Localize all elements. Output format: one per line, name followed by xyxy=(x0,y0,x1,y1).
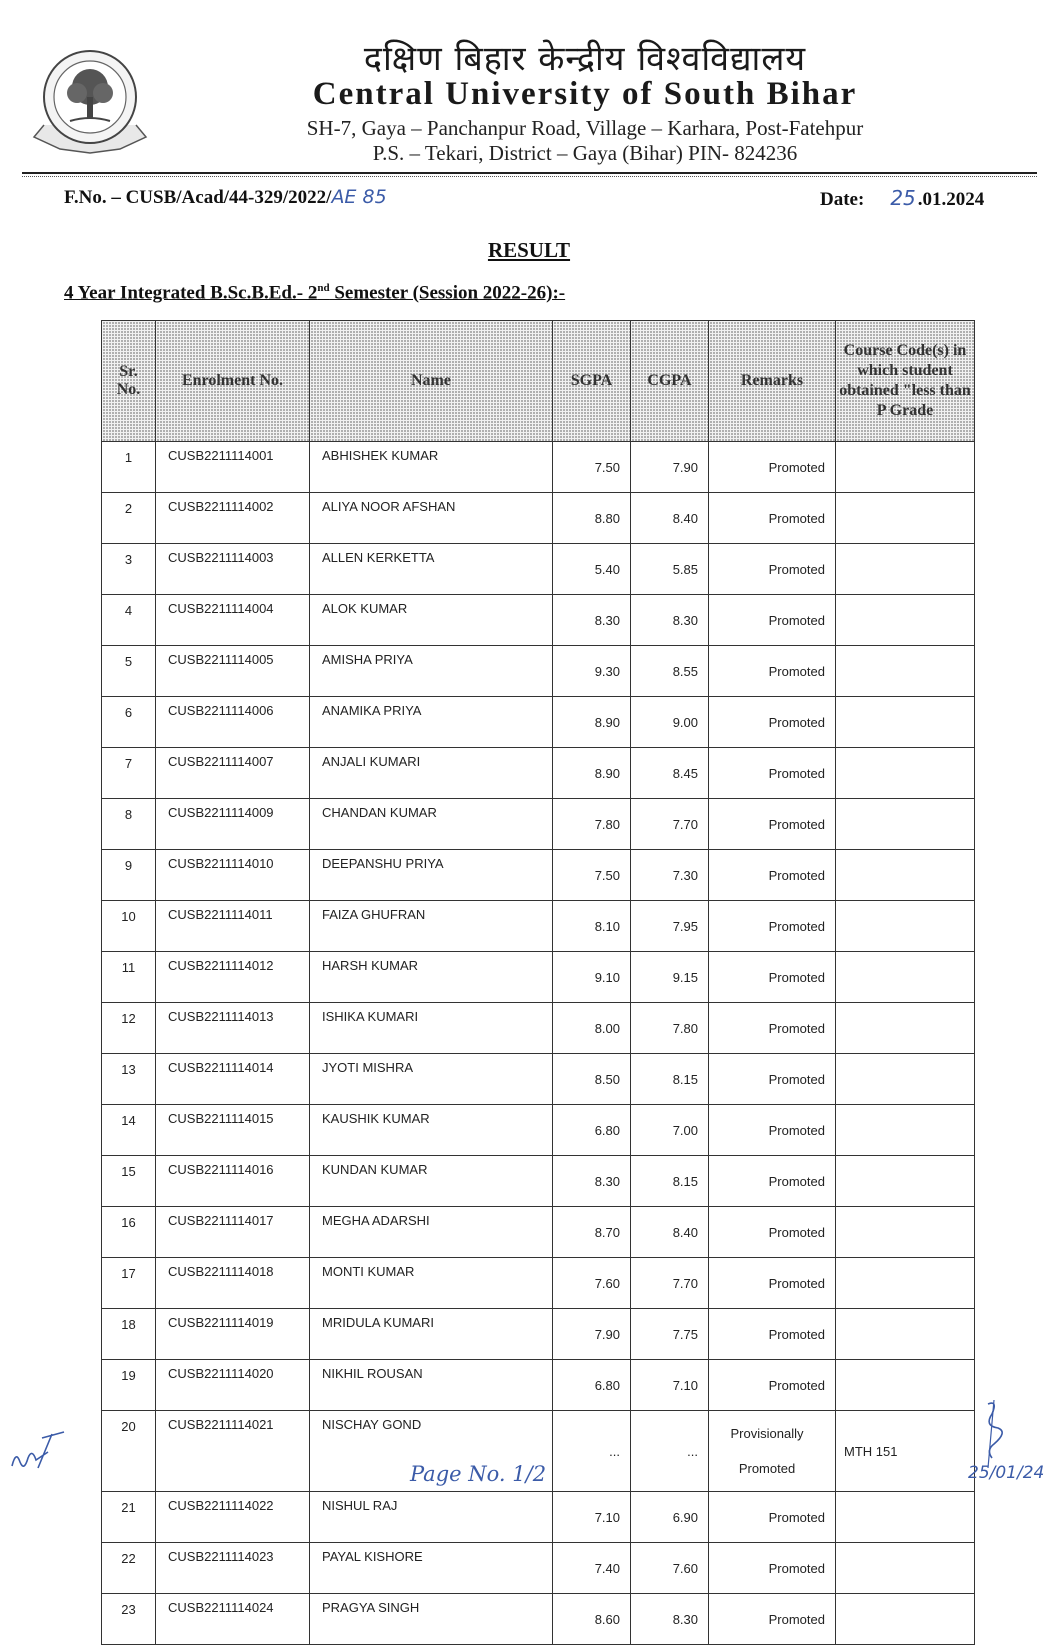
table-row xyxy=(102,1594,975,1645)
cell-enrolment-no: CUSB2211114013 xyxy=(156,1003,310,1054)
cell-remarks: Promoted xyxy=(709,493,836,544)
cell-sr-no: 12 xyxy=(102,1003,156,1054)
header-no-label: No. xyxy=(116,381,141,398)
cell-course-codes xyxy=(836,1360,975,1411)
cell-remarks: Promoted xyxy=(709,544,836,595)
cell-remarks: Promoted xyxy=(709,1543,836,1594)
cell-remarks: Promoted xyxy=(709,1003,836,1054)
cell-enrolment-no: CUSB2211114023 xyxy=(156,1543,310,1594)
cell-cgpa: 8.45 xyxy=(631,748,709,799)
table-row xyxy=(102,1156,975,1207)
cell-remarks: Promoted xyxy=(709,646,836,697)
cell-course-codes xyxy=(836,1105,975,1156)
cell-remarks: Promoted xyxy=(709,850,836,901)
cell-cgpa: 8.40 xyxy=(631,1207,709,1258)
cell-remarks: Promoted xyxy=(709,442,836,493)
cell-sgpa: 6.80 xyxy=(553,1105,631,1156)
cell-sgpa: 7.80 xyxy=(553,799,631,850)
cell-course-codes xyxy=(836,952,975,1003)
cell-remarks: Promoted xyxy=(709,799,836,850)
cell-course-codes xyxy=(836,493,975,544)
cell-name: PAYAL KISHORE xyxy=(310,1543,553,1594)
cell-sgpa: 7.50 xyxy=(553,850,631,901)
cell-enrolment-no: CUSB2211114022 xyxy=(156,1492,310,1543)
cell-course-codes xyxy=(836,748,975,799)
cell-enrolment-no: CUSB2211114020 xyxy=(156,1360,310,1411)
university-logo xyxy=(30,45,150,155)
cell-course-codes xyxy=(836,901,975,952)
cell-sgpa: 8.90 xyxy=(553,697,631,748)
cell-cgpa: 7.90 xyxy=(631,442,709,493)
table-row xyxy=(102,442,975,493)
cell-sgpa: 8.10 xyxy=(553,901,631,952)
file-number-prefix: F.No. – CUSB/Acad/44-329/2022/ xyxy=(64,187,332,208)
header-sgpa: SGPA xyxy=(553,321,631,442)
table-row xyxy=(102,595,975,646)
cell-sgpa: 8.70 xyxy=(553,1207,631,1258)
cell-cgpa: 7.30 xyxy=(631,850,709,901)
cell-remarks: Promoted xyxy=(709,901,836,952)
cell-sgpa: 6.80 xyxy=(553,1360,631,1411)
cell-remarks: Promoted xyxy=(709,1309,836,1360)
cell-course-codes xyxy=(836,442,975,493)
cell-name: ALLEN KERKETTA xyxy=(310,544,553,595)
cell-sgpa: 7.40 xyxy=(553,1543,631,1594)
cell-name: MONTI KUMAR xyxy=(310,1258,553,1309)
table-row xyxy=(102,544,975,595)
cell-sr-no: 17 xyxy=(102,1258,156,1309)
cell-remarks: Promoted xyxy=(709,595,836,646)
table-row xyxy=(102,1054,975,1105)
header-sr-no xyxy=(102,321,156,442)
table-row xyxy=(102,697,975,748)
table-header-row xyxy=(102,321,975,442)
cell-enrolment-no: CUSB2211114012 xyxy=(156,952,310,1003)
table-row xyxy=(102,850,975,901)
cell-sgpa: 9.30 xyxy=(553,646,631,697)
cell-cgpa: 7.00 xyxy=(631,1105,709,1156)
cell-enrolment-no: CUSB2211114001 xyxy=(156,442,310,493)
course-prefix: 4 Year Integrated B.Sc.B.Ed.- 2 xyxy=(64,282,318,304)
cell-enrolment-no: CUSB2211114003 xyxy=(156,544,310,595)
header-name: Name xyxy=(310,321,553,442)
cell-course-codes xyxy=(836,1003,975,1054)
course-title xyxy=(64,282,565,304)
cell-sr-no: 6 xyxy=(102,697,156,748)
cell-course-codes xyxy=(836,697,975,748)
cell-course-codes xyxy=(836,799,975,850)
header-rule-dotted xyxy=(22,176,1037,177)
cell-cgpa: 8.30 xyxy=(631,1594,709,1645)
table-row xyxy=(102,1543,975,1594)
cell-name: HARSH KUMAR xyxy=(310,952,553,1003)
cell-name: PRAGYA SINGH xyxy=(310,1594,553,1645)
cell-sgpa: 8.50 xyxy=(553,1054,631,1105)
cell-course-codes xyxy=(836,1054,975,1105)
cell-name: KUNDAN KUMAR xyxy=(310,1156,553,1207)
cell-sgpa: 7.90 xyxy=(553,1309,631,1360)
table-row xyxy=(102,748,975,799)
cell-enrolment-no: CUSB2211114016 xyxy=(156,1156,310,1207)
cell-sgpa: 9.10 xyxy=(553,952,631,1003)
cell-enrolment-no: CUSB2211114002 xyxy=(156,493,310,544)
cell-cgpa: 7.70 xyxy=(631,1258,709,1309)
cell-enrolment-no: CUSB2211114021 xyxy=(156,1411,310,1492)
cell-enrolment-no: CUSB2211114011 xyxy=(156,901,310,952)
cell-remarks: Promoted xyxy=(709,1156,836,1207)
cell-remarks: Promoted xyxy=(709,1105,836,1156)
table-row xyxy=(102,1105,975,1156)
cell-name: NISHUL RAJ xyxy=(310,1492,553,1543)
cell-sgpa: 8.30 xyxy=(553,1156,631,1207)
cell-name: ALOK KUMAR xyxy=(310,595,553,646)
header-sr-label: Sr. xyxy=(119,363,138,380)
cell-sgpa: ... xyxy=(553,1411,631,1492)
cell-cgpa: 8.15 xyxy=(631,1156,709,1207)
header-cgpa: CGPA xyxy=(631,321,709,442)
cell-sgpa: 7.50 xyxy=(553,442,631,493)
page-title: RESULT xyxy=(487,238,571,262)
cell-course-codes xyxy=(836,1207,975,1258)
cell-cgpa: 7.80 xyxy=(631,1003,709,1054)
cell-sr-no: 8 xyxy=(102,799,156,850)
cell-sr-no: 7 xyxy=(102,748,156,799)
table-row xyxy=(102,901,975,952)
cell-course-codes xyxy=(836,1156,975,1207)
cell-course-codes: MTH 151 xyxy=(836,1411,975,1492)
cell-sr-no: 19 xyxy=(102,1360,156,1411)
result-table xyxy=(101,320,975,1645)
date-day-handwritten: 25 xyxy=(890,186,916,210)
cell-sgpa: 8.30 xyxy=(553,595,631,646)
cell-remarks xyxy=(709,1411,836,1492)
cell-remarks: Promoted xyxy=(709,1594,836,1645)
cell-enrolment-no: CUSB2211114015 xyxy=(156,1105,310,1156)
cell-enrolment-no: CUSB2211114018 xyxy=(156,1258,310,1309)
cell-enrolment-no: CUSB2211114004 xyxy=(156,595,310,646)
cell-cgpa: 7.75 xyxy=(631,1309,709,1360)
cell-enrolment-no: CUSB2211114007 xyxy=(156,748,310,799)
table-row xyxy=(102,799,975,850)
cell-sr-no: 16 xyxy=(102,1207,156,1258)
cell-enrolment-no: CUSB2211114017 xyxy=(156,1207,310,1258)
cell-enrolment-no: CUSB2211114010 xyxy=(156,850,310,901)
header-rule xyxy=(22,172,1037,174)
remarks-line-1: Provisionally xyxy=(730,1426,804,1441)
cell-cgpa: 7.70 xyxy=(631,799,709,850)
cell-sgpa: 5.40 xyxy=(553,544,631,595)
cell-name: NIKHIL ROUSAN xyxy=(310,1360,553,1411)
cell-name: NISCHAY GOND xyxy=(310,1411,553,1492)
header-course-codes: Course Code(s) in which student obtained "less than P Grade xyxy=(836,321,975,442)
cell-name: MRIDULA KUMARI xyxy=(310,1309,553,1360)
cell-cgpa: 8.55 xyxy=(631,646,709,697)
cell-cgpa: 8.15 xyxy=(631,1054,709,1105)
table-row xyxy=(102,646,975,697)
cell-remarks: Promoted xyxy=(709,748,836,799)
cell-sr-no: 21 xyxy=(102,1492,156,1543)
cell-sr-no: 5 xyxy=(102,646,156,697)
cell-enrolment-no: CUSB2211114019 xyxy=(156,1309,310,1360)
cell-course-codes xyxy=(836,1543,975,1594)
cell-sr-no: 4 xyxy=(102,595,156,646)
cell-course-codes xyxy=(836,595,975,646)
table-row xyxy=(102,1003,975,1054)
cell-sr-no: 1 xyxy=(102,442,156,493)
cell-enrolment-no: CUSB2211114009 xyxy=(156,799,310,850)
cell-name: ALIYA NOOR AFSHAN xyxy=(310,493,553,544)
cell-sr-no: 18 xyxy=(102,1309,156,1360)
cell-course-codes xyxy=(836,646,975,697)
cell-remarks: Promoted xyxy=(709,1360,836,1411)
cell-cgpa: 7.95 xyxy=(631,901,709,952)
cell-sgpa: 8.80 xyxy=(553,493,631,544)
cell-enrolment-no: CUSB2211114014 xyxy=(156,1054,310,1105)
cell-cgpa: 5.85 xyxy=(631,544,709,595)
cell-sr-no: 9 xyxy=(102,850,156,901)
date-label: Date: xyxy=(820,189,865,210)
address-line-2: P.S. – Tekari, District – Gaya (Bihar) PIN- 824236 xyxy=(372,141,798,165)
university-name-hindi: दक्षिण बिहार केन्द्रीय विश्वविद्यालय xyxy=(363,39,807,79)
cell-name: CHANDAN KUMAR xyxy=(310,799,553,850)
cell-cgpa: 7.60 xyxy=(631,1543,709,1594)
cell-name: FAIZA GHUFRAN xyxy=(310,901,553,952)
cell-course-codes xyxy=(836,1594,975,1645)
cell-enrolment-no: CUSB2211114024 xyxy=(156,1594,310,1645)
cell-remarks: Promoted xyxy=(709,697,836,748)
university-name-english: Central University of South Bihar xyxy=(312,76,858,112)
course-suffix: Semester (Session 2022-26):- xyxy=(329,282,566,304)
initials-signature xyxy=(8,1428,70,1474)
remarks-line-2: Promoted xyxy=(738,1461,796,1476)
cell-cgpa: 8.30 xyxy=(631,595,709,646)
address-line-1: SH-7, Gaya – Panchanpur Road, Village – Karhara, Post-Fatehpur xyxy=(306,116,864,140)
cell-name: ANJALI KUMARI xyxy=(310,748,553,799)
header-remarks: Remarks xyxy=(709,321,836,442)
cell-cgpa: ... xyxy=(631,1411,709,1492)
cell-cgpa: 7.10 xyxy=(631,1360,709,1411)
cell-name: DEEPANSHU PRIYA xyxy=(310,850,553,901)
table-row xyxy=(102,1360,975,1411)
cell-sgpa: 8.60 xyxy=(553,1594,631,1645)
cell-remarks: Promoted xyxy=(709,1258,836,1309)
cell-sr-no: 3 xyxy=(102,544,156,595)
cell-name: ABHISHEK KUMAR xyxy=(310,442,553,493)
cell-sr-no: 13 xyxy=(102,1054,156,1105)
course-sup: nd xyxy=(317,282,330,294)
table-row xyxy=(102,1207,975,1258)
table-row xyxy=(102,1309,975,1360)
cell-enrolment-no: CUSB2211114005 xyxy=(156,646,310,697)
cell-remarks: Promoted xyxy=(709,952,836,1003)
signature xyxy=(958,1398,1048,1488)
file-number xyxy=(64,186,387,209)
cell-name: AMISHA PRIYA xyxy=(310,646,553,697)
cell-name: JYOTI MISHRA xyxy=(310,1054,553,1105)
cell-sgpa: 8.00 xyxy=(553,1003,631,1054)
cell-sgpa: 8.90 xyxy=(553,748,631,799)
table-row xyxy=(102,1492,975,1543)
cell-course-codes xyxy=(836,1258,975,1309)
cell-sr-no: 10 xyxy=(102,901,156,952)
cell-cgpa: 6.90 xyxy=(631,1492,709,1543)
cell-remarks: Promoted xyxy=(709,1207,836,1258)
signature-date: 25/01/24 xyxy=(968,1463,1045,1483)
cell-cgpa: 8.40 xyxy=(631,493,709,544)
cell-cgpa: 9.15 xyxy=(631,952,709,1003)
cell-sr-no: 23 xyxy=(102,1594,156,1645)
cell-name: KAUSHIK KUMAR xyxy=(310,1105,553,1156)
cell-cgpa: 9.00 xyxy=(631,697,709,748)
cell-name: MEGHA ADARSHI xyxy=(310,1207,553,1258)
file-number-handwritten: AE 85 xyxy=(331,186,387,208)
table-row xyxy=(102,493,975,544)
cell-remarks: Promoted xyxy=(709,1492,836,1543)
header-enrolment: Enrolment No. xyxy=(156,321,310,442)
cell-sr-no: 20 xyxy=(102,1411,156,1492)
cell-name: ISHIKA KUMARI xyxy=(310,1003,553,1054)
page-number-handwritten: Page No. 1/2 xyxy=(410,1462,547,1486)
cell-course-codes xyxy=(836,1492,975,1543)
document-date xyxy=(820,186,984,211)
cell-name: ANAMIKA PRIYA xyxy=(310,697,553,748)
date-rest: .01.2024 xyxy=(917,189,985,210)
cell-sr-no: 2 xyxy=(102,493,156,544)
cell-enrolment-no: CUSB2211114006 xyxy=(156,697,310,748)
cell-course-codes xyxy=(836,1309,975,1360)
cell-sr-no: 14 xyxy=(102,1105,156,1156)
cell-course-codes xyxy=(836,544,975,595)
cell-remarks: Promoted xyxy=(709,1054,836,1105)
cell-sr-no: 22 xyxy=(102,1543,156,1594)
cell-sgpa: 7.10 xyxy=(553,1492,631,1543)
cell-sr-no: 11 xyxy=(102,952,156,1003)
cell-course-codes xyxy=(836,850,975,901)
cell-sr-no: 15 xyxy=(102,1156,156,1207)
table-row xyxy=(102,1258,975,1309)
table-row xyxy=(102,952,975,1003)
cell-sgpa: 7.60 xyxy=(553,1258,631,1309)
